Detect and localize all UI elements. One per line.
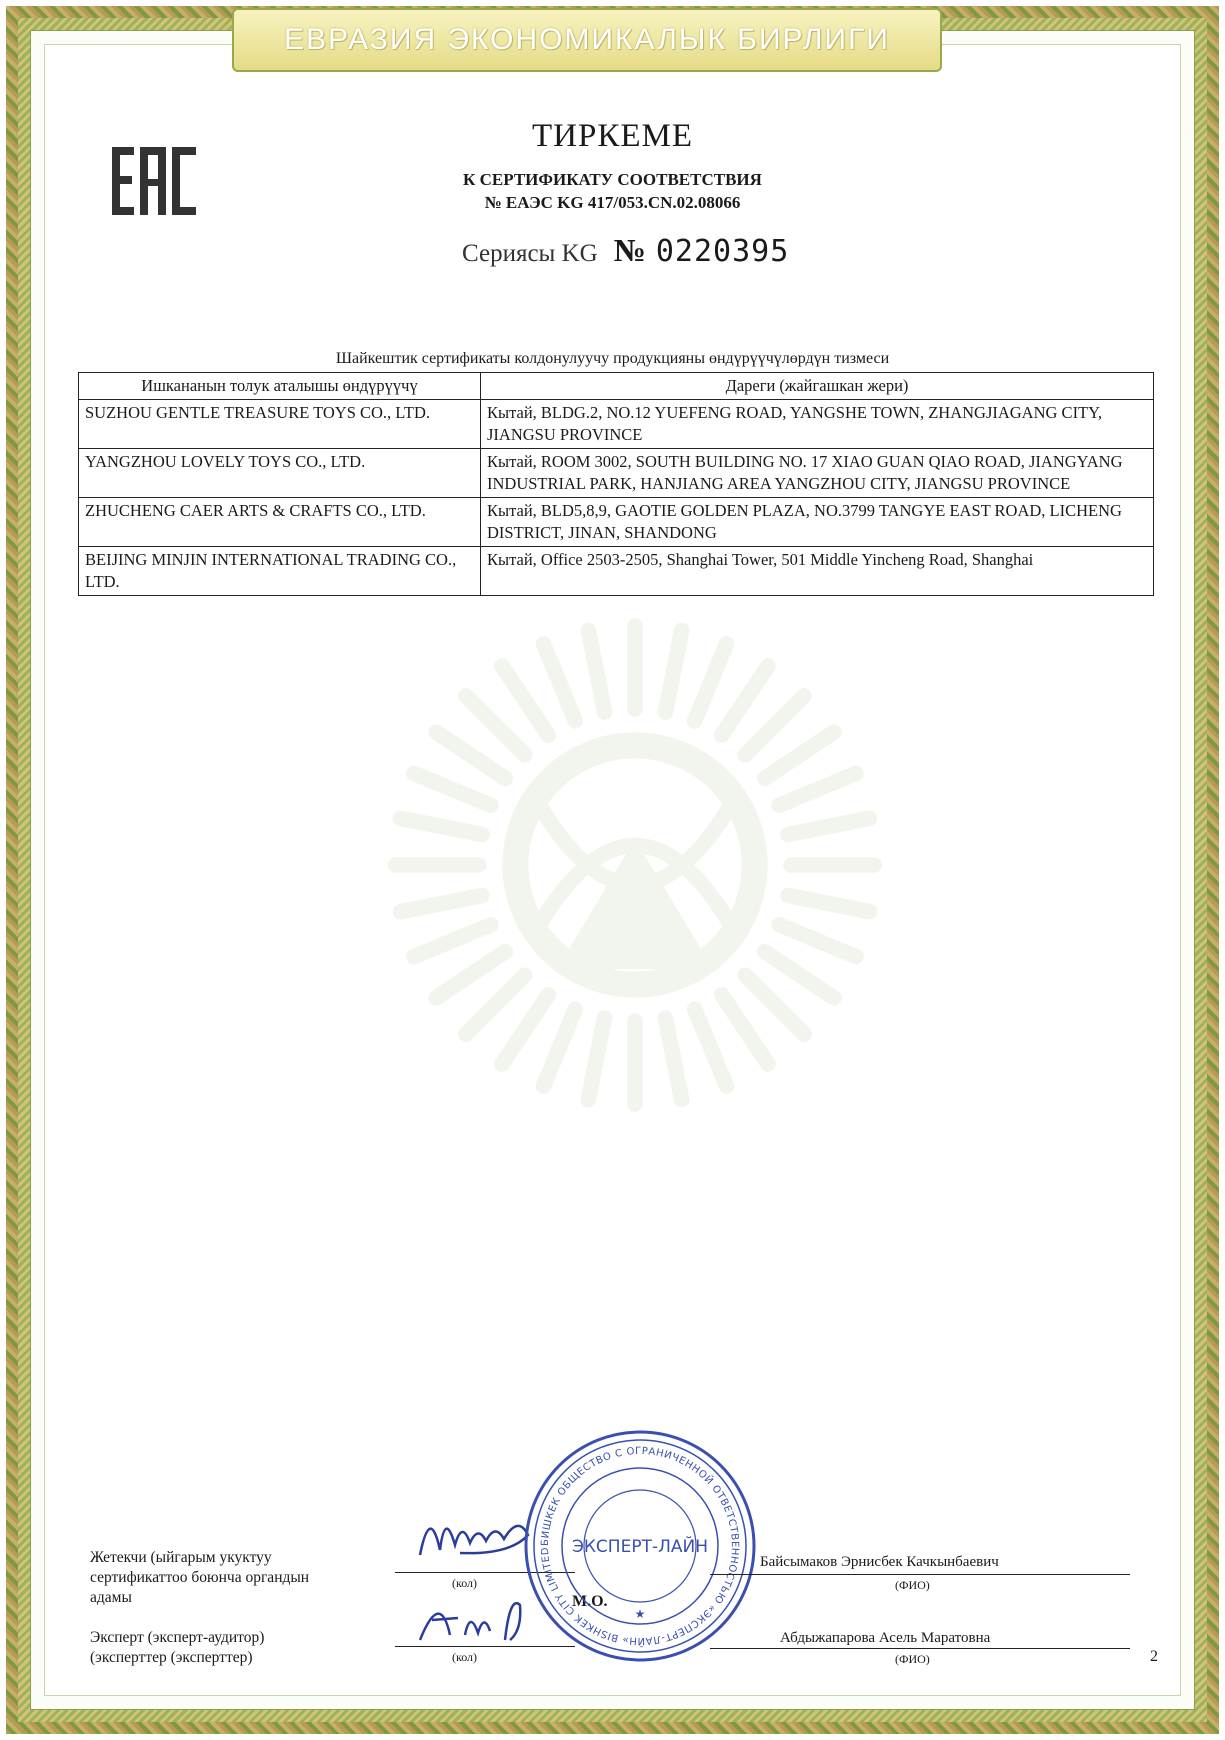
table-row (79, 498, 1154, 547)
serial-label: Сериясы KG (462, 240, 598, 267)
company-address: Кытай, Office 2503-2505, Shanghai Tower, 501 Middle Yincheng Road, Shanghai (481, 547, 1154, 596)
head-name-line (710, 1574, 1130, 1575)
company-address: Кытай, BLD5,8,9, GAOTIE GOLDEN PLAZA, NO.3799 TANGYE EAST ROAD, LICHENG DISTRICT, JINAN, SHANDONG (481, 498, 1154, 547)
number-sign: № (613, 232, 646, 268)
table-row (79, 547, 1154, 596)
fio-caption-expert: (ФИО) (895, 1652, 930, 1666)
serial-number: 0220395 (655, 234, 790, 269)
page-number: 2 (1150, 1648, 1158, 1665)
official-seal-stamp (522, 1428, 758, 1664)
company-address: Кытай, ROOM 3002, SOUTH BUILDING NO. 17 XIAO GUAN QIAO ROAD, JIANGYANG INDUSTRIAL PARK, HANJIANG AREA YANGZHOU CITY, JIANGSU PROVINCE (481, 449, 1154, 498)
expert-name-line (710, 1648, 1130, 1649)
sign-caption-expert: (кол) (452, 1650, 478, 1664)
document-title: ТИРКЕМЕ (531, 118, 693, 154)
manufacturers-table (78, 372, 1154, 596)
expert-label: Эксперт (эксперт-аудитор) (эксперттер (эксперттер) (90, 1629, 265, 1666)
table-row (79, 400, 1154, 449)
svg-text:★: ★ (634, 1607, 646, 1621)
fio-caption-head: (ФИО) (895, 1578, 930, 1592)
company-name: YANGZHOU LOVELY TOYS CO., LTD. (79, 449, 481, 498)
header-address: Дареги (жайгашкан жери) (481, 373, 1154, 400)
company-name: SUZHOU GENTLE TREASURE TOYS CO., LTD. (79, 400, 481, 449)
table-header-row (79, 373, 1154, 400)
company-name: BEIJING MINJIN INTERNATIONAL TRADING CO., LTD. (79, 547, 481, 596)
document-subtitle: К СЕРТИФИКАТУ СООТВЕТСТВИЯ (463, 170, 762, 189)
eurasian-union-banner (232, 8, 942, 72)
svg-text:БИШКЕК ОБЩЕСТВО С ОГРАНИЧЕННОЙ: БИШКЕК ОБЩЕСТВО С ОГРАНИЧЕННОЙ ОТВЕТСТВЕННОСТЬЮ «ЭКСПЕРТ-ЛАЙН» BISHKEK CITY LIMITED (539, 1445, 741, 1647)
svg-text:ЭКСПЕРТ-ЛАЙН: ЭКСПЕРТ-ЛАЙН (571, 1537, 709, 1557)
header-company: Ишкананын толук аталышы өндүрүүчү (79, 373, 481, 400)
sun-emblem-watermark (375, 605, 895, 1125)
expert-full-name: Абдыжапарова Асель Маратовна (780, 1630, 991, 1646)
seal-label: М.О. (572, 1593, 608, 1610)
head-of-body-label: Жетекчи (ыйгарым укуктуу сертификаттоо боюнча органдын адамы (90, 1549, 310, 1606)
table-row (79, 449, 1154, 498)
serial-number-block (462, 232, 789, 269)
company-address: Кытай, BLDG.2, NO.12 YUEFENG ROAD, YANGSHE TOWN, ZHANGJIAGANG CITY, JIANGSU PROVINCE (481, 400, 1154, 449)
company-name: ZHUCHENG CAER ARTS & CRAFTS CO., LTD. (79, 498, 481, 547)
banner-text: ЕВРАЗИЯ ЭКОНОМИКАЛЫК БИРЛИГИ (284, 23, 890, 56)
head-full-name: Байсымаков Эрнисбек Качкынбаевич (760, 1554, 999, 1570)
certificate-number: № ЕАЭС KG 417/053.CN.02.08066 (484, 193, 741, 212)
table-caption: Шайкештик сертификаты колдонулуучу продукцияны өндүрүүчүлөрдүн тизмеси (335, 350, 890, 367)
sign-caption-head: (кол) (452, 1576, 478, 1590)
